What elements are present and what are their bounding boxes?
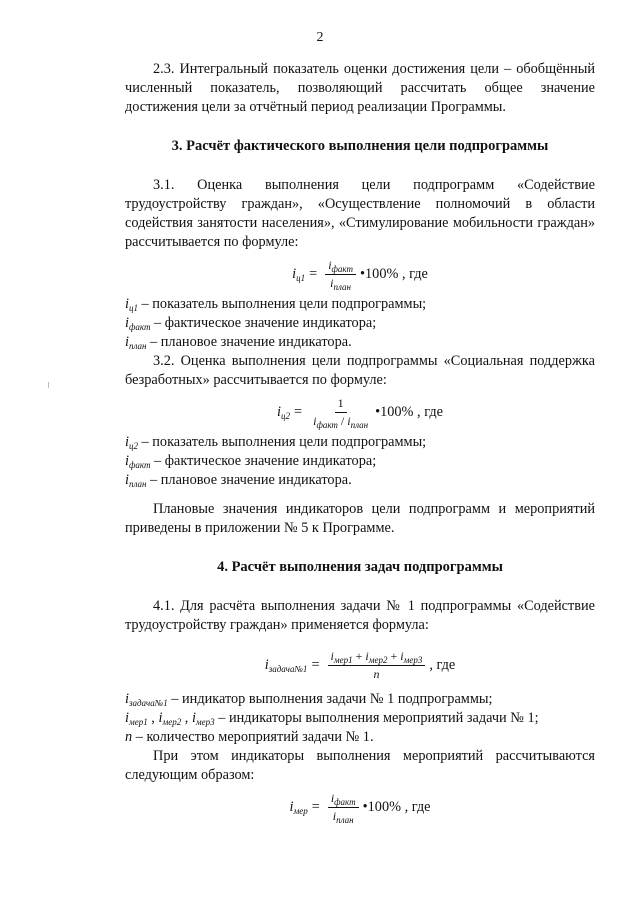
paragraph-3-2: 3.2. Оценка выполнения цели подпрограммы «Социальная поддержка безработных» рассчитывается по формуле: (125, 353, 595, 388)
paragraph-3-1: 3.1. Оценка выполнения цели подпрограмм «Содействие трудоустройству граждан», «Осуществление полномочий в области содействия занятости населения», «Стимулирование мобильности граждан» рассчитывается по формуле: (125, 177, 595, 250)
definition-1-2: $i_{факт}$ – фактическое значение индикатора; (125, 315, 377, 332)
formula-1: $i_{ц1}$ = $\frac{i_{факт}}{i_{план}}$ •100% , где (292, 258, 428, 292)
page-content (125, 60, 595, 828)
definition-1-1: $i_{ц1}$ – показатель выполнения цели подпрограммы; (125, 296, 427, 313)
formula-1-fraction: $\frac{i_{факт}}{i_{план}}$ (325, 258, 356, 291)
definition-2-1: $i_{ц2}$ – показатель выполнения цели подпрограммы; (125, 434, 427, 451)
definition-3-2: $i_{мер1}$ , $i_{мер2}$ , $i_{мер3}$ – индикаторы выполнения мероприятий задачи № 1; (125, 710, 539, 727)
formula-2-fraction: $\frac{1}{i_{факт} / i_{план}}$ (313, 396, 369, 430)
section-4-title: 4. Расчёт выполнения задач подпрограммы (217, 559, 503, 575)
formula-4: $i_{мер}$ = $\frac{i_{факт}}{i_{план}}$ •100% , где (289, 791, 431, 825)
page-number: 2 (316, 30, 324, 45)
formula-4-fraction: $\frac{i_{факт}}{i_{план}}$ (328, 791, 359, 824)
paragraph-4-1: 4.1. Для расчёта выполнения задачи № 1 подпрограммы «Содействие трудоустройству граждан» применяется формула: (125, 598, 595, 633)
formula-2: $i_{ц2}$ = $\frac{1}{i_{факт} / i_{план}}$ •100% , где (277, 396, 443, 430)
definition-2-3: $i_{план}$ – плановое значение индикатора. (125, 472, 352, 489)
definition-2-2: $i_{факт}$ – фактическое значение индикатора; (125, 453, 377, 470)
definition-1-3: $i_{план}$ – плановое значение индикатора. (125, 334, 352, 351)
paragraph-indicators-calc: При этом индикаторы выполнения мероприятий рассчитываются следующим образом: (125, 748, 595, 783)
paragraph-2-3: 2.3. Интегральный показатель оценки достижения цели – обобщённый численный показатель, позволяющий рассчитать общее значение достижения цели за отчётный период реализации Программы. (125, 61, 595, 115)
definition-3-3: n – количество мероприятий задачи № 1. (125, 729, 374, 745)
margin-mark (48, 382, 49, 388)
definition-3-1: $i_{задача№1}$ – индикатор выполнения задачи № 1 подпрограммы; (125, 691, 493, 708)
section-3-title: 3. Расчёт фактического выполнения цели подпрограммы (171, 138, 549, 154)
formula-3: $i_{задача№1}$ = $\frac{i_{мер1} + i_{мер2} + i_{мер3}}{n}$ , где (264, 649, 456, 681)
paragraph-plan-values: Плановые значения индикаторов цели подпрограмм и мероприятий приведены в приложении № 5 к Программе. (125, 501, 595, 536)
formula-3-fraction: $\frac{i_{мер1} + i_{мер2} + i_{мер3}}{n}$ (328, 649, 426, 682)
